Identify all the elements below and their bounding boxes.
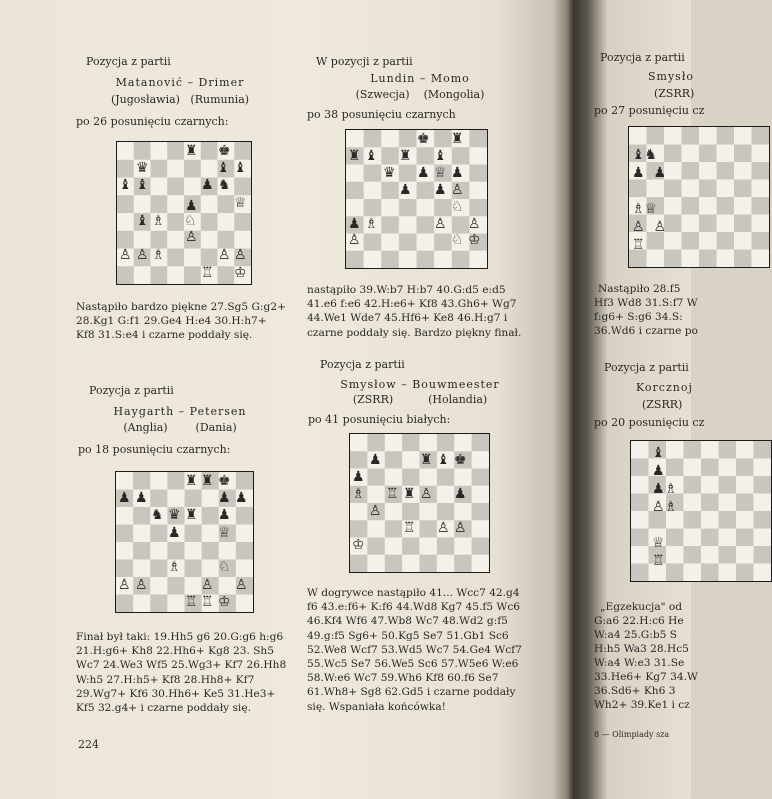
after-move-game3: po 38 posunięciu czarnych [307,108,456,121]
heading-game4: Pozycja z partii [320,358,405,371]
moves-game5-line2: Hf3 Wd8 31.S:f7 W [594,297,698,309]
countries-game3: (Szwecja) (Mongolia) [355,88,485,101]
moves-game6-line6: 33.He6+ Kg7 34.W [594,671,698,683]
countries-game5: (ZSRR) [654,87,695,100]
heading-game5: Pozycja z partii [600,51,685,64]
moves-game6-line7: 36.Sd6+ Kh6 3 [594,685,676,697]
moves-game2: Finał był taki: 19.Hh5 g6 20.G:g6 h:g6 21.H:g6+ Kh8 22.Hh6+ Kg8 23. Sh5 Wc7 24.We3 Wf5 25.Wg3+ Kf7 26.Hh8 W:h5 27.H:h5+ Kf8 28.Hh8+ Kf7 29.Wg7+ Kf6 30.Hh6+ Ke5 31.He3+ Kf5 32.g4+ i czarne poddały się. [76,631,287,715]
countries-game6: (ZSRR) [642,398,683,411]
moves-game5-line1: Nastąpiło 28.f5 [598,283,681,295]
moves-game6-line4: H:h5 Wa3 28.Hc5 [594,643,689,655]
after-move-game4: po 41 posunięciu białych: [308,413,451,426]
after-move-game2: po 18 posunięciu czarnych: [78,443,231,456]
heading-game1: Pozycja z partii [86,55,171,68]
after-move-game6: po 20 posunięciu cz [594,416,705,429]
moves-game6-line3: W:a4 25.G:b5 S [594,629,677,641]
players-game1: Matanović – Drimer [115,76,245,89]
moves-game4: W dogrywce nastąpiło 41... Wcc7 42.g4 f6 43.e:f6+ K:f6 44.Wd8 Kg7 45.f5 Wc6 46.Kf4 Wf6 47.Wb8 Wc7 48.Wd2 g:f5 49.g:f5 Sg6+ 50.Kg5 Se7 51.Gb1 Sc6 52.We8 Wcf7 53.Wd5 Wc7 54.Ge4 Wcf7 55.Wc5 Se7 56.We5 Sc6 57.W5e6 W:e6 58.W:e6 Wc7 59.Wh6 Kf8 60.f6 Se7 61.Wh8+ Sg8 62.Gd5 i czarne poddały się. Wspaniała końcówka! [307,587,522,713]
players-game4: Smysłow – Bouwmeester [340,378,500,391]
pieces-board-2: ♜ ♜ ♚ ♟ ♟ ♟ ♟ ♞ ♛ ♜ ♟ ♟ ♕ ♗ ♘ ♙ ♙ ♙ ♙ ♖ ♖ ♔ [118,473,248,610]
heading-game3: W pozycji z partii [316,55,413,68]
pieces-board-1: ♜ ♚ ♛ ♝ ♝ ♝ ♝ ♟ ♞ ♕ ♟ ♝ ♗ ♘ ♙ ♙ ♙ ♗ ♙ ♙ ♖ ♔ [119,143,247,281]
heading-game6: Pozycja z partii [604,361,689,374]
moves-game6-line1: „Egzekucja" od [600,601,683,613]
next-page-column [568,0,705,799]
players-game5: Smysło [648,70,695,83]
players-game2: Haygarth – Petersen [113,405,247,418]
page-number: 224 [78,738,99,751]
moves-game3: nastąpiło 39.W:b7 H:b7 40.G:d5 e:d5 41.e6 f:e6 42.H:e6+ Kf8 43.Gh6+ Wg7 44.We1 Wde7 45.Hf6+ Ke8 46.H:g7 i czarne poddały się. Bardzo piękny finał. [307,284,522,339]
pieces-board-3: ♚ ♜ ♜ ♝ ♜ ♝ ♛ ♟ ♕ ♟ ♟ ♟ ♙ ♘ ♟ ♗ ♙ ♙ ♙ ♘ ♔ [348,131,481,248]
after-move-game1: po 26 posunięciu czarnych: [76,115,229,128]
players-game3: Lundin – Momo [370,72,470,85]
moves-game6-line8: Wh2+ 39.Ke1 i cz [594,699,690,711]
moves-game1: Nastąpiło bardzo piękne 27.Sg5 G:g2+ 28.Kg1 G:f1 29.Ge4 H:e4 30.H:h7+ Kf8 31.S:e4 i czarne poddały się. [76,301,286,342]
pieces-board-6: ♝ ♟ ♟♗ ♙♗ ♕ ♖ [652,445,678,569]
heading-game2: Pozycja z partii [89,384,174,397]
countries-game2: (Anglia) (Dania) [123,421,237,434]
countries-game4: (ZSRR) (Holandia) [352,393,488,406]
page-footer: 8 — Olimpiady sza [594,730,670,739]
pieces-board-4: ♟ ♜ ♝ ♚ ♟ ♗ ♖ ♜ ♙ ♟ ♙ ♖ ♙ ♙ ♔ [352,452,467,553]
countries-game1: (Jugosławia) (Rumunia) [110,93,250,106]
moves-game5-line4: 36.Wd6 i czarne po [594,325,698,337]
moves-game5-line3: f:g6+ S:g6 34.S: [594,311,683,323]
moves-game6-line2: G:a6 22.H:c6 He [594,615,684,627]
pieces-board-5: ♝♞ ♟ ♟ ♗♕ ♙ ♙ ♖ [632,147,667,253]
moves-game6-line5: W:a4 W:e3 31.Se [594,657,685,669]
players-game6: Korcznoj [636,381,693,394]
after-move-game5: po 27 posunięciu cz [594,104,705,117]
